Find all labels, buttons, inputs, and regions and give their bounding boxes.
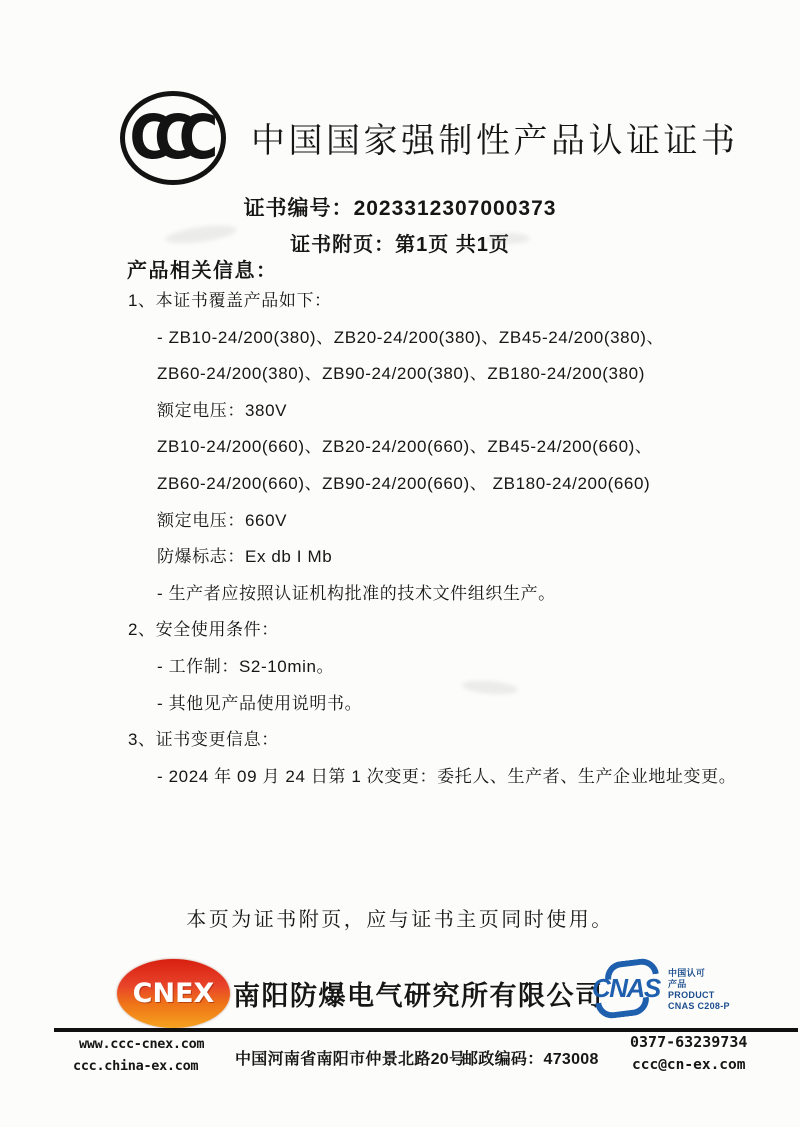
product-info-line: 3、证书变更信息： (128, 730, 279, 750)
company-name: 南阳防爆电气研究所有限公司 (233, 981, 604, 1011)
product-info-line: 额定电压：380V (157, 400, 288, 420)
product-info-line: ZB10-24/200(660)、ZB20-24/200(660)、ZB45-24/200(660)、 (157, 437, 653, 457)
company-address: 中国河南省南阳市仲景北路20号 (235, 1051, 466, 1068)
cert-number-value: 2023312307000373 (353, 197, 557, 220)
product-info-line: - 2024 年 09 月 24 日第 1 次变更：委托人、生产者、生产企业地址变更。 (157, 766, 737, 786)
cert-number-label: 证书编号： (243, 197, 354, 220)
website-secondary: ccc.china-ex.com (73, 1058, 199, 1074)
cnas-logo-text: CNAS (592, 973, 660, 1003)
product-info-line: - ZB10-24/200(380)、ZB20-24/200(380)、ZB45-24/200(380)、 (157, 327, 665, 347)
cnex-logo-text: CNEX (132, 978, 215, 1009)
product-info-line: - 其他见产品使用说明书。 (157, 693, 363, 713)
product-info-line: 防爆标志：Ex db I Mb (157, 547, 333, 567)
ccc-mark-letters: CCC (129, 102, 204, 173)
product-info-line: - 生产者应按照认证机构批准的技术文件组织生产。 (157, 583, 556, 603)
cnas-accreditation-line: 中国认可 (668, 968, 706, 978)
website-primary: www.ccc-cnex.com (79, 1036, 205, 1052)
cnas-accreditation-line: 产品 (668, 979, 687, 989)
ccc-mark-icon (120, 91, 226, 185)
product-info-line: ZB60-24/200(380)、ZB90-24/200(380)、ZB180-24/200(380) (157, 364, 645, 384)
cnas-accreditation-line: CNAS C208-P (668, 1001, 730, 1011)
product-info-line: 额定电压：660V (157, 510, 288, 530)
attachment-note: 本页为证书附页，应与证书主页同时使用。 (186, 909, 614, 931)
attachment-page-line: 证书附页：第1页 共1页 (290, 234, 510, 256)
cnas-accreditation-line: PRODUCT (668, 990, 715, 1000)
footer-divider (54, 1028, 798, 1032)
product-info-line: ZB60-24/200(660)、ZB90-24/200(660)、 ZB180-24/200(660) (157, 473, 651, 493)
postal-code: 邮政编码：473008 (462, 1051, 599, 1068)
cnas-logo-icon (592, 960, 666, 1018)
scan-smudge (486, 233, 530, 244)
product-info-line: 1、本证书覆盖产品如下： (128, 291, 332, 310)
cnas-accreditation-text (668, 968, 758, 1012)
cert-number-line (0, 192, 800, 222)
product-info-lines (0, 283, 800, 795)
product-info-line: - 工作制：S2-10min。 (157, 656, 335, 676)
product-info-line: 2、安全使用条件： (128, 620, 279, 640)
phone-number: 0377-63239734 (630, 1033, 748, 1051)
cnex-logo-icon (117, 959, 230, 1028)
email-address: ccc@cn-ex.com (632, 1057, 746, 1073)
certificate-title: 中国国家强制性产品认证证书 (251, 122, 739, 160)
product-info-heading: 产品相关信息： (127, 260, 278, 282)
